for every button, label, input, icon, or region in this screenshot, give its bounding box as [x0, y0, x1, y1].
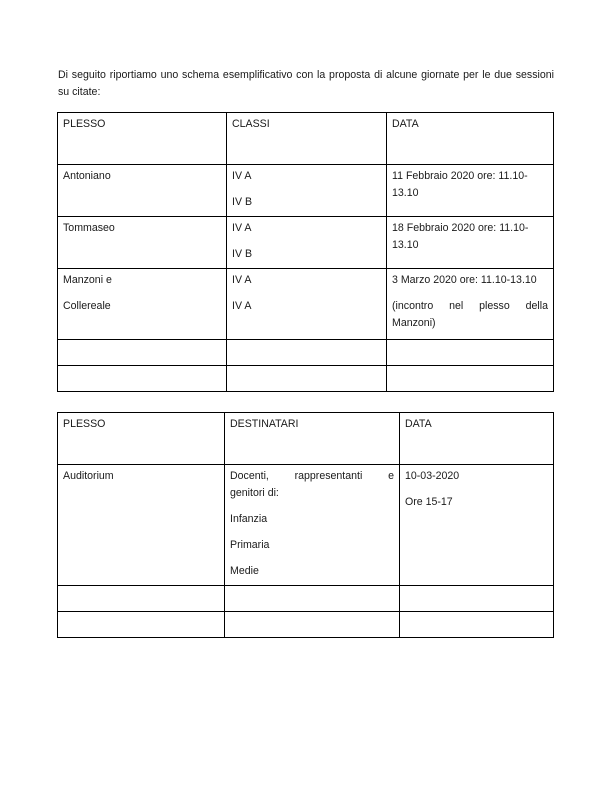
classi-cell: IV A IV B: [227, 165, 387, 217]
plesso-cell: Auditorium: [58, 465, 225, 586]
destinatari-line: Docenti, rappresentanti e: [230, 470, 394, 482]
destinatari-cell: Docenti, rappresentanti e genitori di: Infanzia Primaria Medie: [225, 465, 400, 586]
plesso-cell: Antoniano: [58, 165, 227, 217]
header-plesso: PLESSO: [58, 413, 225, 465]
table-row: [58, 217, 554, 269]
header-destinatari: DESTINATARI: [225, 413, 400, 465]
table-row: [58, 269, 554, 340]
plesso-cell: Tommaseo: [58, 217, 227, 269]
header-data: DATA: [400, 413, 554, 465]
header-data: DATA: [387, 113, 554, 165]
empty-row: [58, 340, 554, 366]
header-plesso: PLESSO: [58, 113, 227, 165]
classi-cell: IV A IV A: [227, 269, 387, 340]
table-header-row: [58, 113, 554, 165]
table-row: [58, 165, 554, 217]
data-cell: 3 Marzo 2020 ore: 11.10-13.10 (incontro nel plesso della Manzoni): [387, 269, 554, 340]
data-cell: 11 Febbraio 2020 ore: 11.10- 13.10: [387, 165, 554, 217]
sessions-schedule-table: [57, 112, 554, 392]
data-cell: 10-03-2020 Ore 15-17: [400, 465, 554, 586]
header-classi: CLASSI: [227, 113, 387, 165]
plesso-cell: Manzoni e Collereale: [58, 269, 227, 340]
intro-paragraph: Di seguito riportiamo uno schema esemplificativo con la proposta di alcune giornate per le due sessioni su citate:: [58, 69, 554, 98]
classi-cell: IV A IV B: [227, 217, 387, 269]
data-cell: 18 Febbraio 2020 ore: 11.10- 13.10: [387, 217, 554, 269]
empty-row: [58, 366, 554, 392]
auditorium-schedule-table: [57, 412, 554, 638]
empty-row: [58, 612, 554, 638]
table-row: [58, 465, 554, 586]
table-header-row: [58, 413, 554, 465]
empty-row: [58, 586, 554, 612]
